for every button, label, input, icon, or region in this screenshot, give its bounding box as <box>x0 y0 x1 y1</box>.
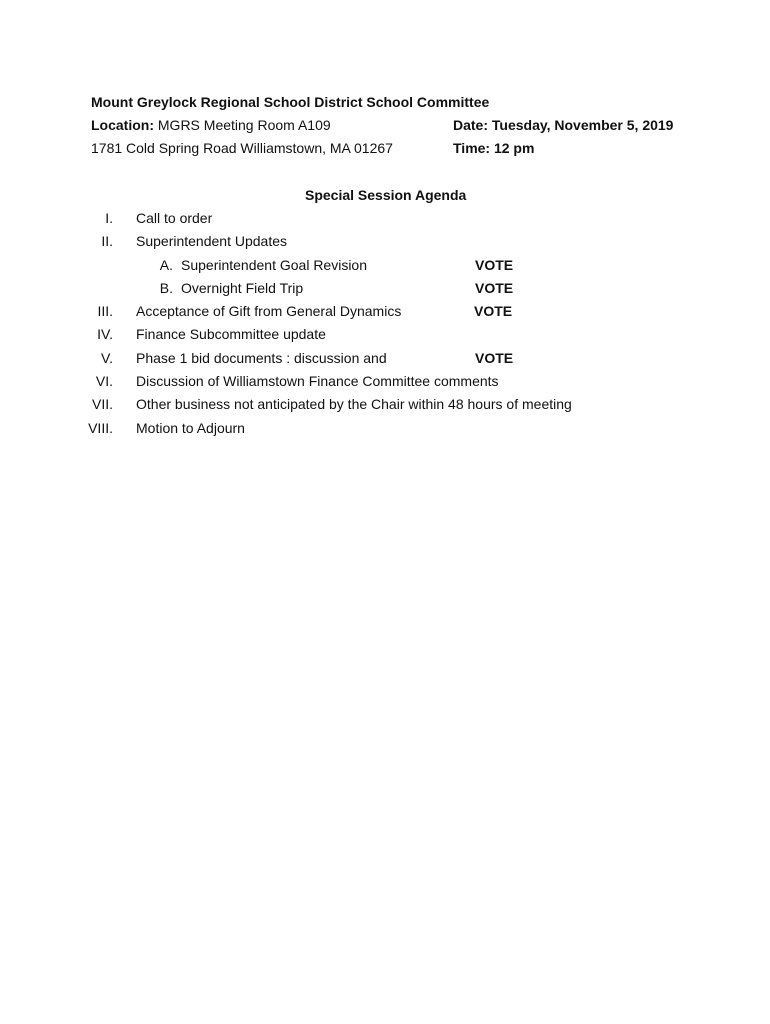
location-value: MGRS Meeting Room A109 <box>157 117 331 133</box>
agenda-item-numeral: III. <box>97 303 113 319</box>
agenda-item-numeral: VIII. <box>88 420 113 436</box>
agenda-item-numeral: I. <box>105 210 113 226</box>
location-line <box>91 117 331 133</box>
agenda-subitem-letter: A. <box>159 257 173 273</box>
vote-label: VOTE <box>475 350 514 366</box>
agenda-item-numeral: VI. <box>95 373 113 389</box>
agenda-item-text: Acceptance of Gift from General Dynamics <box>136 303 402 319</box>
agenda-subitem-text: Superintendent Goal Revision <box>181 257 368 273</box>
agenda-item-numeral: VII. <box>91 396 113 412</box>
vote-label: VOTE <box>474 303 513 319</box>
agenda-item-text: Phase 1 bid documents : discussion and <box>136 350 387 366</box>
vote-label: VOTE <box>475 280 514 296</box>
meeting-date: Date: Tuesday, November 5, 2019 <box>453 117 674 133</box>
agenda-item-text: Superintendent Updates <box>136 233 287 249</box>
agenda-item-numeral: IV. <box>97 326 113 342</box>
org-title: Mount Greylock Regional School District School Committee <box>91 94 490 110</box>
address: 1781 Cold Spring Road Williamstown, MA 01267 <box>91 140 393 156</box>
agenda-item-text: Motion to Adjourn <box>136 420 245 436</box>
meeting-time: Time: 12 pm <box>453 140 535 156</box>
agenda-title: Special Session Agenda <box>305 187 467 203</box>
agenda-item-text: Other business not anticipated by the Chair within 48 hours of meeting <box>136 396 572 412</box>
vote-label: VOTE <box>475 257 514 273</box>
agenda-item-text: Finance Subcommittee update <box>136 326 326 342</box>
agenda-item-text: Discussion of Williamstown Finance Committee comments <box>136 373 499 389</box>
agenda-subitem-letter: B. <box>159 280 173 296</box>
agenda-subitem-text: Overnight Field Trip <box>181 280 304 296</box>
agenda-item-text: Call to order <box>136 210 213 226</box>
location-label: Location: <box>91 117 154 133</box>
agenda-item-numeral: V. <box>101 350 113 366</box>
agenda-item-numeral: II. <box>101 233 113 249</box>
